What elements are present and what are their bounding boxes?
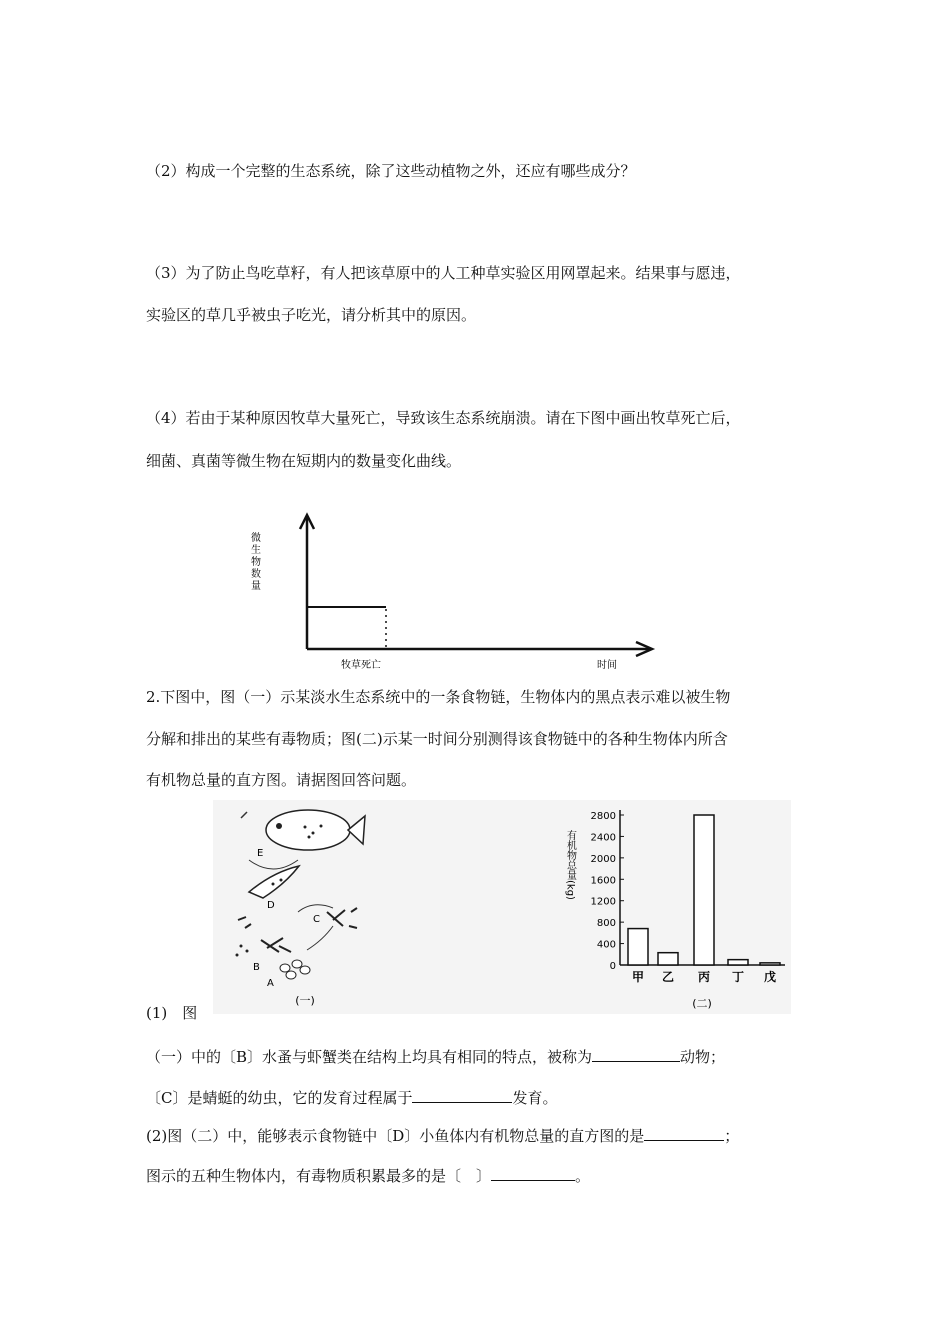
- ylabel-char: 量: [251, 581, 261, 592]
- organic-matter-chart: [560, 800, 791, 1014]
- question-3-line2: 实验区的草几乎被虫子吃光，请分析其中的原因。: [146, 306, 477, 324]
- bar-1: [658, 953, 678, 965]
- y-tick-label: 0: [609, 961, 616, 972]
- y-tick-label: 1200: [590, 896, 616, 908]
- bar-3: [728, 960, 748, 965]
- chart-y-axis-label: [565, 829, 577, 900]
- q2b-line2-tail: 。: [575, 1167, 591, 1185]
- food-chain-label: E: [257, 848, 264, 859]
- fish-e-icon: [266, 810, 365, 850]
- problem-2-line3: 有机物总量的直方图。请据图回答问题。: [146, 771, 417, 789]
- bar-0: [628, 929, 648, 965]
- q2b-line1-tail: ；: [724, 1127, 740, 1145]
- question-3-line1: （3）为了防止鸟吃草籽，有人把该草原中的人工种草实验区用网罩起来。结果事与愿违，: [146, 264, 741, 282]
- ylabel-char: 物: [251, 557, 261, 568]
- q1-line1-tail: 动物；: [680, 1048, 726, 1066]
- food-chain-label: B: [253, 962, 260, 973]
- question-2-text: （2）构成一个完整的生态系统，除了这些动植物之外，还应有哪些成分？: [146, 162, 636, 180]
- dragonfly-larva-c-icon: [327, 908, 357, 928]
- y-tick-label: 2000: [590, 853, 616, 865]
- chart-y-ticks: [591, 811, 624, 972]
- q1-line2: [146, 1086, 558, 1108]
- q2b-line1: [146, 1124, 739, 1146]
- q2b-line1-text: (2)图（二）中，能够表示食物链中〔D〕小鱼体内有机物总量的直方图的是: [146, 1127, 645, 1145]
- bar-2: [694, 815, 714, 965]
- y-tick-label: 400: [596, 939, 616, 951]
- ylabel-char: 微: [251, 533, 261, 544]
- y-tick-label: 2400: [590, 832, 616, 844]
- bar-4: [760, 963, 780, 965]
- y-tick-label: 1600: [590, 875, 616, 887]
- y-tick-label: 2800: [590, 811, 616, 822]
- ylabel-char: 生: [251, 545, 261, 556]
- category-label: 甲: [631, 970, 645, 984]
- food-chain-label: C: [313, 914, 320, 925]
- problem-2-line1: 2.下图中，图（一）示某淡水生态系统中的一条食物链，生物体内的黑点表示难以被生物: [146, 688, 731, 706]
- y-tick-label: 800: [596, 918, 616, 930]
- problem-2-line2: 分解和排出的某些有毒物质；图(二)示某一时间分别测得该食物链中的各种生物体内所含: [146, 730, 728, 748]
- x-event-label: 牧草死亡: [341, 660, 381, 671]
- category-label: 丁: [731, 970, 745, 984]
- q1-line2-text: 〔C〕是蜻蜓的幼虫，它的发育过程属于: [146, 1089, 413, 1107]
- chart-caption: (二): [692, 997, 712, 1010]
- water-flea-b-icon: [236, 938, 292, 957]
- food-chain-label: A: [267, 978, 274, 989]
- ylabel-char: 数: [251, 569, 261, 580]
- q1-marker: (1) 图: [146, 1004, 198, 1022]
- food-chain-figure: [213, 800, 463, 1014]
- answer-blank[interactable]: [592, 1045, 680, 1062]
- q1-line2-tail: 发育。: [512, 1089, 558, 1107]
- fish-d-icon: [249, 866, 299, 898]
- answer-blank[interactable]: [412, 1086, 512, 1103]
- question-4-line1: （4）若由于某种原因牧草大量死亡，导致该生态系统崩溃。请在下图中画出牧草死亡后，: [146, 409, 741, 427]
- answer-blank[interactable]: [644, 1124, 724, 1141]
- question-4-line2: 细菌、真菌等微生物在短期内的数量变化曲线。: [146, 452, 462, 470]
- q1-line1-text: （一）中的〔B〕水蚤与虾蟹类在结构上均具有相同的特点，被称为: [146, 1048, 593, 1066]
- q2b-line2-text: 图示的五种生物体内，有毒物质积累最多的是〔 〕: [146, 1167, 492, 1185]
- food-chain-label: D: [267, 900, 275, 911]
- q2b-line2: [146, 1164, 590, 1186]
- category-label: 戊: [763, 970, 777, 984]
- category-label: 乙: [661, 970, 675, 984]
- chart-ylabel-text: 有机物总量(kg): [564, 830, 576, 900]
- y-axis-label: [251, 531, 261, 592]
- answer-blank[interactable]: [491, 1164, 575, 1181]
- microbe-graph: [240, 505, 670, 675]
- algae-a-icon: [280, 960, 310, 979]
- x-axis-label: 时间: [597, 660, 617, 671]
- food-chain-caption: (一): [295, 994, 315, 1007]
- q1-line1: [146, 1045, 725, 1067]
- category-label: 丙: [697, 970, 711, 984]
